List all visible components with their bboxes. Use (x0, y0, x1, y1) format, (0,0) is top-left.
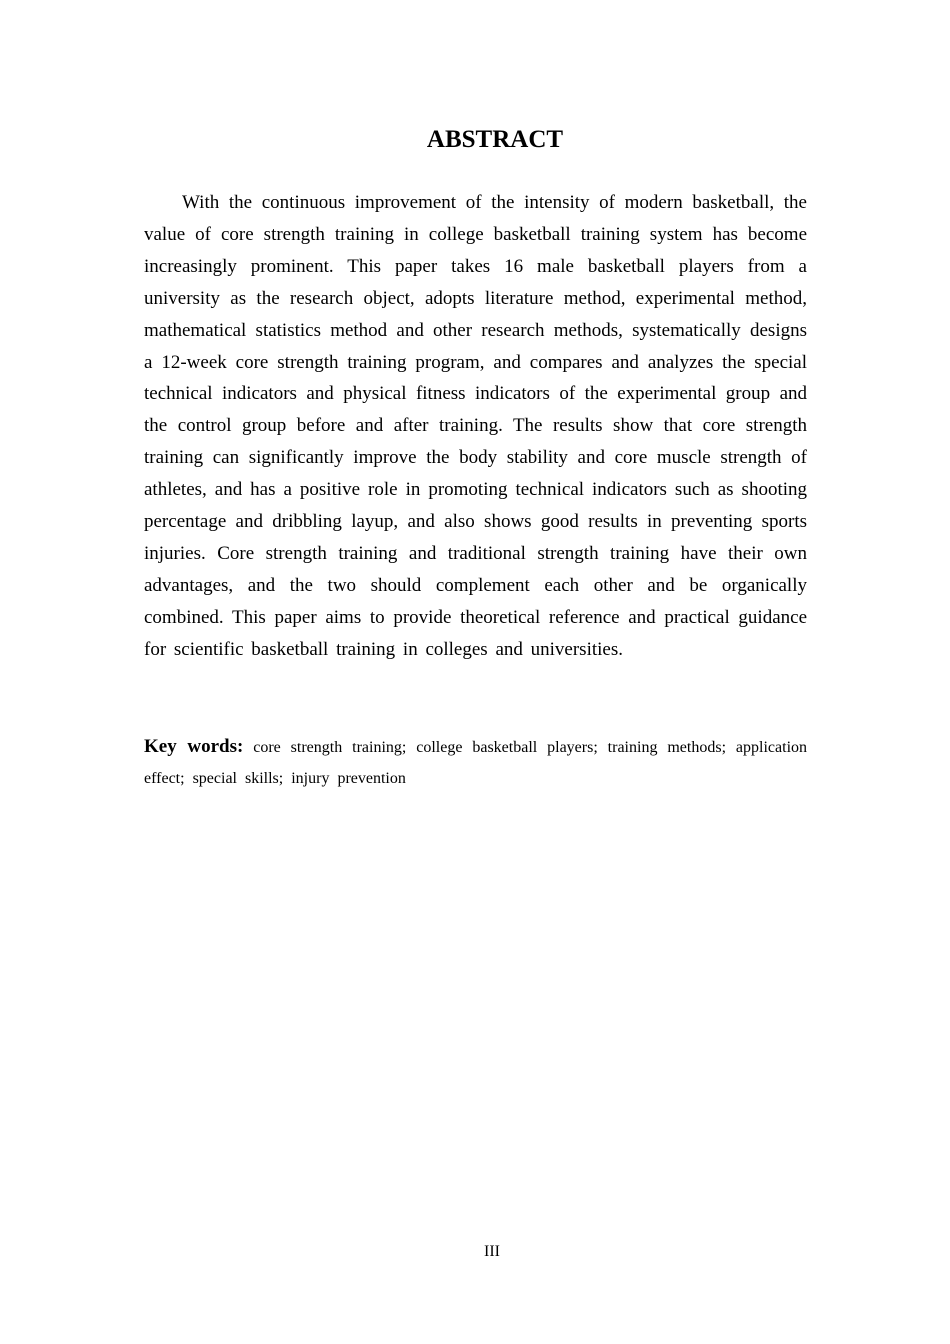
abstract-body: With the continuous improvement of the intensity of modern basketball, the value of core strength training in college basketball training system has become increasingly prominent. This paper takes 16 male basketball players from a university as the research object, adopts literature method, experimental method, mathematical statistics method and other research methods, systematically designs a 12-week core strength training program, and compares and analyzes the special technical indicators and physical fitness indicators of the experimental group and the control group before and after training. The results show that core strength training can significantly improve the body stability and core muscle strength of athletes, and has a positive role in promoting technical indicators such as shooting percentage and dribbling layup, and also shows good results in preventing sports injuries. Core strength training and traditional strength training have their own advantages, and the two should complement each other and be organically combined. This paper aims to provide theoretical reference and practical guidance for scientific basketball training in colleges and universities. (144, 192, 807, 660)
keywords-text: core strength training; college basketball players; training methods; application effect; special skills; injury prevention (144, 739, 808, 787)
page-number: III (484, 1243, 500, 1260)
keywords-label: Key words: (144, 736, 244, 757)
keywords-paragraph (144, 731, 807, 794)
abstract-title: ABSTRACT (426, 126, 564, 153)
